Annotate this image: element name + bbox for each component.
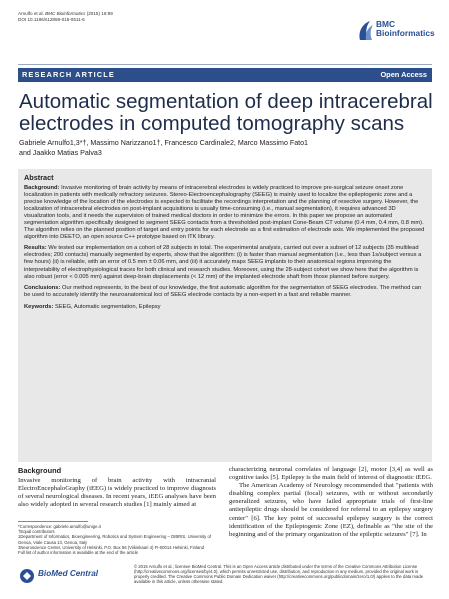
- footnote-more-info: Full list of author information is available at the end of the article: [18, 550, 139, 556]
- publisher-logo: [18, 566, 118, 586]
- footnote-affiliation-3: 3Neuroscience Center, University of Helsinki, P.O. Box 56 (Viikinkaari 4) FI-00014 Helsinki, Finland: [18, 544, 204, 550]
- footnote-equal: †Equal contributors: [18, 529, 55, 535]
- body-column-left: [18, 466, 216, 509]
- citation-journal: BMC Bioinformatics: [45, 11, 86, 16]
- footnote-correspondence: *Correspondence: gabriele.arnulfo@unige.it: [18, 524, 101, 529]
- abstract-background-text: Invasive monitoring of brain activity by means of intracerebral electrodes is widely practiced to improve pre-surgical seizure onset zone localization in patients with medically refractory seizures. Stereo-Electroencephalography (SEEG) is mainly used to localize the epileptogenic zone and a precise knowledge of the location of the electrodes is expected to facilitate the recordings interpretation and the planning of resective surgery. However, the localization of intracerebral electrodes on post-implant acquisitions is usually time-consuming (i.e., manual segmentation), it requires advanced 3D visualization tools, and it needs the supervision of trained medical doctors in order to minimize the errors. In this paper we propose an automated segmentation algorithm specifically designed to segment SEEG contacts from a thresholded post-implant Cone-Beam CT volume (0.4 mm, 0.4 mm, 0.8 mm). The algorithm relies on the planned position of target and entry points for each electrode as a first estimation of electrode axis. We implemented the proposed algorithm into DEETO, an open source C++ prototype based on ITK library.: [24, 185, 425, 241]
- background-paragraph-right-2: The American Academy of Neurology recommended that "patients with disabling complex partial (focal) seizures, with or without secondarily generalized seizures, who have failed appropriate trials of first-line antiepileptic drugs should be considered for referral to an epilepsy surgery center" [6]. The key point of successful epilepsy surgery is the correct identification of the Epileptogenic Zone (EZ), definable as "the site of the beginning and of the primary organization of the epileptic seizures" [7]. In: [229, 482, 433, 538]
- section-heading-background: Background: [18, 466, 62, 475]
- keywords-label: Keywords:: [24, 303, 54, 310]
- biomed-central-icon: [18, 568, 36, 584]
- header-divider: [18, 64, 432, 65]
- citation-header: [18, 11, 113, 23]
- publisher-logo-text: BioMed Central: [38, 569, 99, 578]
- abstract-results: [24, 245, 426, 280]
- abstract-results-label: Results:: [24, 245, 47, 252]
- journal-logo-text: [376, 20, 435, 38]
- citation-volume: (2015) 16:99: [86, 11, 113, 16]
- background-paragraph-right-1: characterizing neuronal correlates of language [2], motor [3,4] as well as cognitive tasks [5]. Epilepsy is the main field of interest of diagnostic iEEG.: [229, 466, 433, 482]
- citation-authors: Arnulfo et al.: [18, 11, 44, 16]
- abstract-results-text: We tested our implementation on a cohort of 28 subjects in total. The experimental analysis, carried out over a subset of 12 subjects (35 multilead electrodes; 200 contacts) manually segmented by experts, show that the algorithm: (i) is faster than manual segmentation (i.e., less than 1s/subject versus a few hours) (ii) is reliable, with an error of 0.5 mm ± 0.06 mm, and (iii) it accurately maps SEEG implants to their anatomical regions improving the interpretability of electrophysiological traces for both clinical and research studies. Moreover, using the 28-subject cohort we show here that the algorithm is also robust (error < 0.005 mm) against deep-brain displacements (< 12 mm) of the implanted electrode shaft from those planned before surgery.: [24, 245, 422, 280]
- abstract-heading: Abstract: [24, 173, 54, 182]
- keywords-text: SEEG, Automatic segmentation, Epilepsy: [55, 303, 161, 310]
- journal-logo-icon: [356, 18, 376, 44]
- article-type-banner: [18, 68, 432, 82]
- abstract-background-label: Background:: [24, 185, 60, 191]
- open-access-label: Open Access: [380, 70, 427, 79]
- footnotes: [18, 524, 218, 555]
- background-paragraph-left: Invasive monitoring of brain activity with intracranial ElectroEncephaloGraphy (iEEG) is widely practiced to improve diagnosis of several neurological diseases. In recent years, iEEG analyses have been also widely adopted in several research studies [1] mainly aimed at: [18, 477, 216, 509]
- license-text: © 2015 Arnulfo et al.; licensee BioMed Central. This is an Open Access article distributed under the terms of the Creative Commons Attribution License (http://creativecommons.org/licenses/by/4.0), which permits unrestricted use, distribution, and reproduction in any medium, provided the original work is properly credited. The Creative Commons Public Domain Dedication waiver (http://creativecommons.org/publicdomain/zero/1.0/) applies to the data made available in this article, unless otherwise stated.: [134, 564, 424, 585]
- body-column-right: [229, 466, 433, 539]
- abstract-background: [24, 185, 426, 241]
- footnote-affiliation-1: 1Department of Informatics, Bioengineering, Robotics and System Engineering – DIBRIS, University of Genoa, Viale Causa 13, Genoa, Italy: [18, 534, 211, 545]
- abstract-box: [18, 169, 432, 462]
- author-list: [19, 139, 433, 158]
- journal-logo-line-2: Bioinformatics: [376, 28, 435, 38]
- article-type: RESEARCH ARTICLE: [22, 70, 115, 79]
- keywords: [24, 304, 426, 311]
- author-line-1: Gabriele Arnulfo1,3*†, Massimo Narizzano1†, Francesco Cardinale2, Marco Massimo Fato1: [19, 139, 309, 147]
- abstract-conclusions: [24, 285, 426, 299]
- abstract-conclusions-label: Conclusions:: [24, 284, 61, 291]
- author-line-2: and Jaakko Matias Palva3: [19, 148, 102, 157]
- footnote-divider: [18, 521, 88, 522]
- abstract-conclusions-text: Our method represents, to the best of our knowledge, the first automatic algorithm for the segmentation of SEEG electrodes. The method can be used to accurately identify the neuroanatomical loci of SEEG electrode contacts by a non-expert in a fast and reliable manner.: [24, 284, 422, 298]
- citation-doi: DOI 10.1186/s12859-015-0511-6: [18, 17, 85, 22]
- article-title: Automatic segmentation of deep intracerebral electrodes in computed tomography scans: [19, 90, 433, 135]
- journal-logo-line-1: BMC: [376, 19, 396, 29]
- journal-logo: [356, 16, 436, 46]
